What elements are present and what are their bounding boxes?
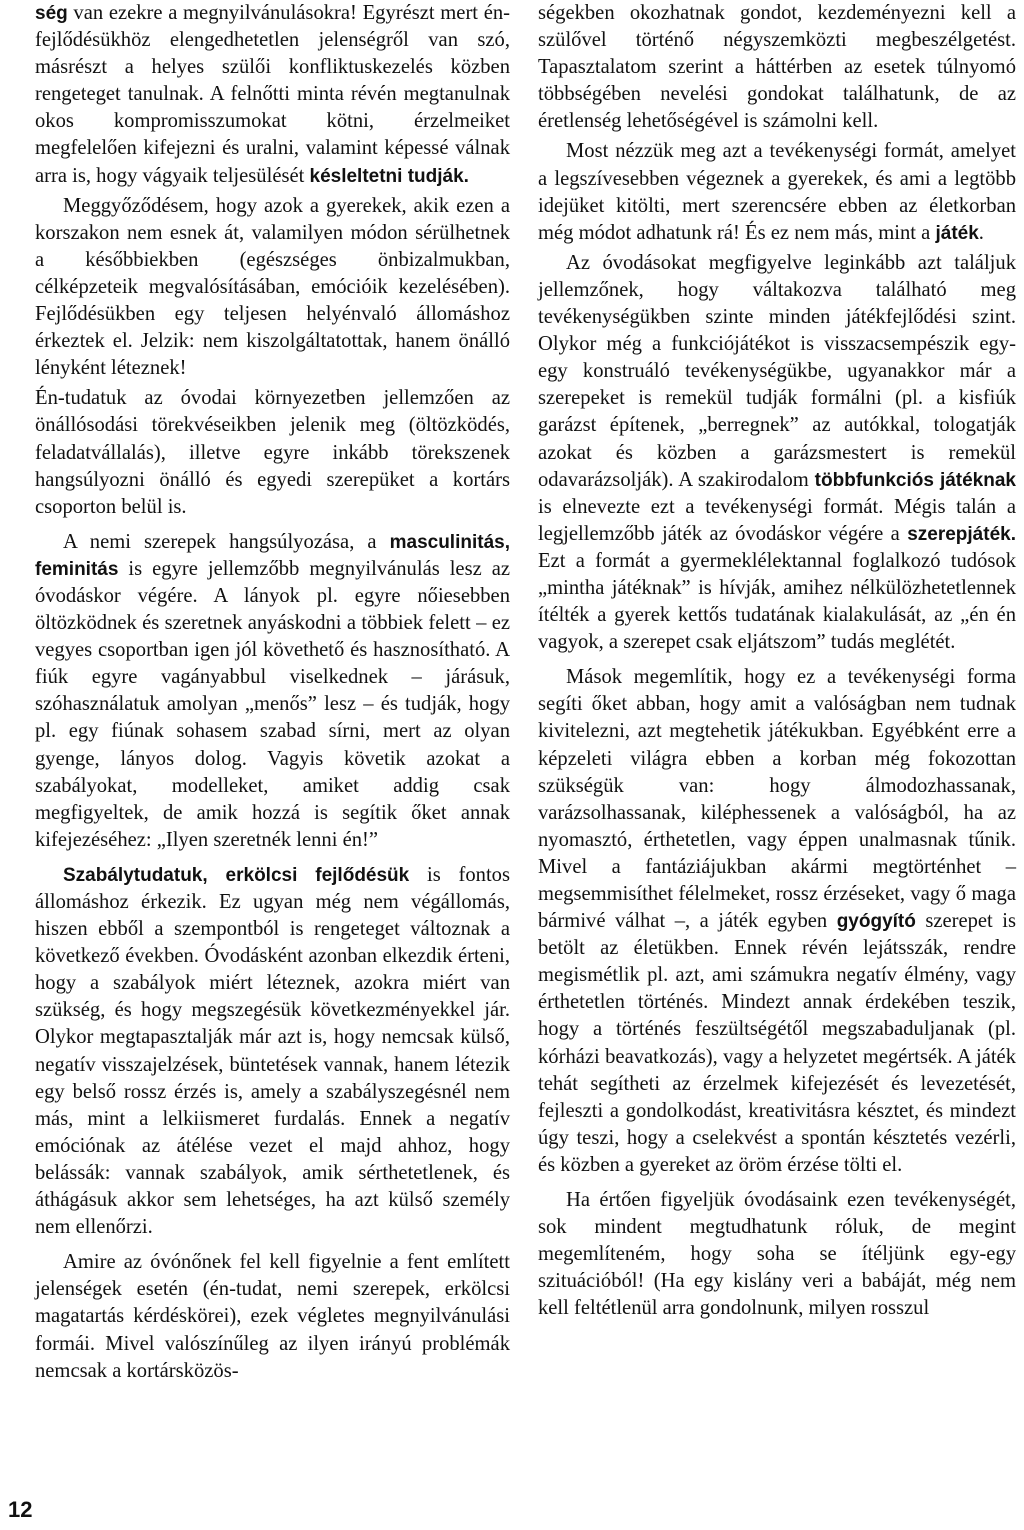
text-run: ségekben okozhatnak gondot, kezdeményezni kell a szülővel történő négyszemközti megbeszélgetést. Tapasztalatom szerint a háttérben az esetek túlnyomó többségében nevelési gondokat találhatunk, de az éretlenség lehetőségével is számolni kell. — [538, 2, 1016, 133]
bold-term: játék — [935, 222, 979, 244]
text-run: Mások megemlítik, hogy ez a tevékenységi forma segíti őket abban, hogy amit a valóságban nem tudnak kivitelezni, azt megtehetik játékukban. Egyébként erre a képzeleti világra ebben a korban még fokozottan szükségük van: hogy álmodozhassanak, varázsolhassanak, kiléphessenek a valóságból, ha az nyomasztó, érthetetlen, vagy éppen unalmasnak tűnik. Mivel a fantáziájukban akármi megtörténhet – megsemmisíthet félelmeket, rossz érzéseket, vagy ő maga bármivé válhat –, a játék egyben — [538, 666, 1016, 933]
paragraph — [35, 385, 510, 520]
text-run: Most nézzük meg azt a tevékenységi formát, amelyet a legszívesebben végeznek a gyerekek, és ami a legtöbb idejüket kitölti, mert szerencsére ebben az életkorban még módot adhatunk rá! És ez nem más, mint a — [538, 140, 1016, 244]
bold-term: gyógyító — [836, 911, 916, 933]
text-run: Meggyőződésem, hogy azok a gyerekek, akik ezen a korszakon nem esnek át, valamilyen módon sérülhetnek a későbbiekben (egészséges önbizalmukban, célképzeteik megvalósításában, emócióik kezelésében). Fejlődésükben egy teljesen helyénvaló állomáshoz érkeztek el. Jelzik: nem kiszolgáltatottak, hanem önálló lényként léteznek! — [35, 194, 510, 380]
paragraph — [35, 862, 510, 1241]
text-run: Amire az óvónőnek fel kell figyelnie a fent említett jelenségek esetén (én-tudat, nemi szerepek, erkölcsi magatartás kérdéskörei), ezek végletes megnyilvánulási formái. Mivel valószínűleg az ilyen irányú problémák nemcsak a kortársközös- — [35, 1251, 510, 1382]
paragraph — [538, 250, 1016, 656]
bold-term: késleltetni tudják. — [309, 165, 469, 187]
bold-term: ség — [35, 3, 68, 24]
bold-term: többfunkciós játéknak — [814, 469, 1016, 491]
right-column — [538, 0, 1016, 1323]
paragraph — [538, 0, 1016, 135]
paragraph — [35, 529, 510, 854]
paragraph — [538, 1187, 1016, 1322]
text-run: A nemi szerepek hangsúlyozása, a — [63, 530, 390, 553]
left-column — [35, 0, 510, 1385]
bold-term: szerepjáték. — [907, 523, 1016, 545]
paragraph — [538, 664, 1016, 1179]
bold-term: Szabálytudatuk, erkölcsi fejlődésük — [63, 864, 410, 886]
paragraph — [35, 0, 510, 190]
bold-term: masculinitás, feminitás — [35, 531, 510, 580]
text-run: . — [978, 221, 984, 244]
text-run: Ezt a formát a gyermeklélektannal foglalkozó tudósok „mintha játéknak” is hívják, amihez nélkülözhetetlennek ítélték a gyerek kettős tudatának kialakulását, az „én én vagyok, a szerepet csak eljátszom” tudás meglétét. — [538, 549, 1016, 654]
text-run: van ezekre a megnyilvánulásokra! Egyrészt mert én-fejlődésükhöz elengedhetetlen jelenségről van szó, másrészt a helyes szülői konfliktuskezelés közben rengeteget tanulnak. A felnőtti minta révén megtanulnak okos kompromisszumokat kötni, érzelmeiket megfelelően kifejezni és uralni, valamint képessé válnak arra is, hogy vágyaik teljesülését — [35, 2, 510, 187]
text-run: is elnevezte ezt a tevékenységi formát. Mégis talán a legjellemzőbb játék az óvodáskor végére a — [538, 495, 1016, 545]
text-run: Az óvodásokat megfigyelve leginkább azt találjuk jellemzőnek, hogy váltakozva található meg tevékenységükben szinte minden játékfejlődési szint. Olykor még a funkciójátékot is visszacsempészik egy-egy konstruáló tevékenységükbe, ugyanakkor már a szerepeket is remekül tudják formálni (pl. a kisfiúk garázst építenek, „berregnek” az autókkal, tologatják azokat és közben a garázsmestert is remekül odavarázsolják). A szakirodalom — [538, 251, 1016, 491]
text-run: szerepet is betölt az életükben. Ennek révén lejátsszák, rendre megismétlik pl. azt, ami számukra negatív élmény, vagy érthetetlen történés. Mindezt annak érdekében teszik, hogy a történés feszültségétől megszabaduljanak (pl. kórházi beavatkozás), vagy a helyzetet megértsék. A játék tehát segítheti az érzelmek kifejezését és levezetését, fejleszti a gondolkodást, kreativitásra késztet, és mindezt úgy teszi, hogy a cselekvést a spontán késztetés vezérli, és közben a gyereket az öröm érzése tölti el. — [538, 910, 1016, 1176]
paragraph — [35, 193, 510, 383]
paragraph — [538, 138, 1016, 246]
text-run: Én-tudatuk az óvodai környezetben jellemzően az önállósodási törekvéseikben jelenik meg (öltözködés, feladatvállalás), illetve egyre inkább törekszenek hangsúlyozni önálló és egyedi szerepüket a kortárs csoporton belül is. — [35, 387, 510, 518]
paragraph — [35, 1249, 510, 1384]
text-run: is egyre jellemzőbb megnyilvánulás lesz az óvodáskor végére. A lányok pl. egyre nőiesebben öltözködnek és szeretnek anyáskodni a többiek felett – ez vegyes csoportban igen jól követhető és hasznosítható. A fiúk egyre vagányabbul viselkednek – járásuk, szóhasználatuk amolyan „menős” lesz – és tudják, hogy pl. egy fiúnak sohasem szabad sírni, mert az olyan gyenge, lányos dolog. Vagyis követik azokat a szabályokat, modelleket, amiket addig csak megfigyeltek, de amik hozzá is segítik őket annak kifejezéséhez: „Ilyen szeretnék lenni én!” — [35, 557, 510, 851]
text-run: Ha értően figyeljük óvodásaink ezen tevékenységét, sok mindent megtudhatunk róluk, de megint megemlíteném, hogy soha se ítéljünk egy-egy szituációból! (Ha egy kislány veri a babáját, még nem kell feltétlenül arra gondolnunk, milyen rosszul — [538, 1189, 1016, 1320]
page-number: 12 — [8, 1497, 33, 1522]
text-run: is fontos állomáshoz érkezik. Ez ugyan még nem végállomás, hiszen ebből a szempontból is rengeteget változnak a következő években. Óvodásként azonban elkezdik érteni, hogy a szabályok miért léteznek, azokra miért van szükség, és hogy megszegésük következményekkel jár. Olykor megtapasztalják már azt is, hogy nemcsak külső, negatív visszajelzések, büntetések vannak, hanem létezik egy belső rossz érzés is, amely a szabályszegésnél nem más, mint a lelkiismeret furdalás. Ennek a negatív emóciónak az átélése vezet el majd ahhoz, hogy belássák: vannak szabályok, amik sérthetetlenek, és áthágásuk akkor sem lehetséges, ha azt külső személy nem ellenőrzi. — [35, 863, 510, 1239]
